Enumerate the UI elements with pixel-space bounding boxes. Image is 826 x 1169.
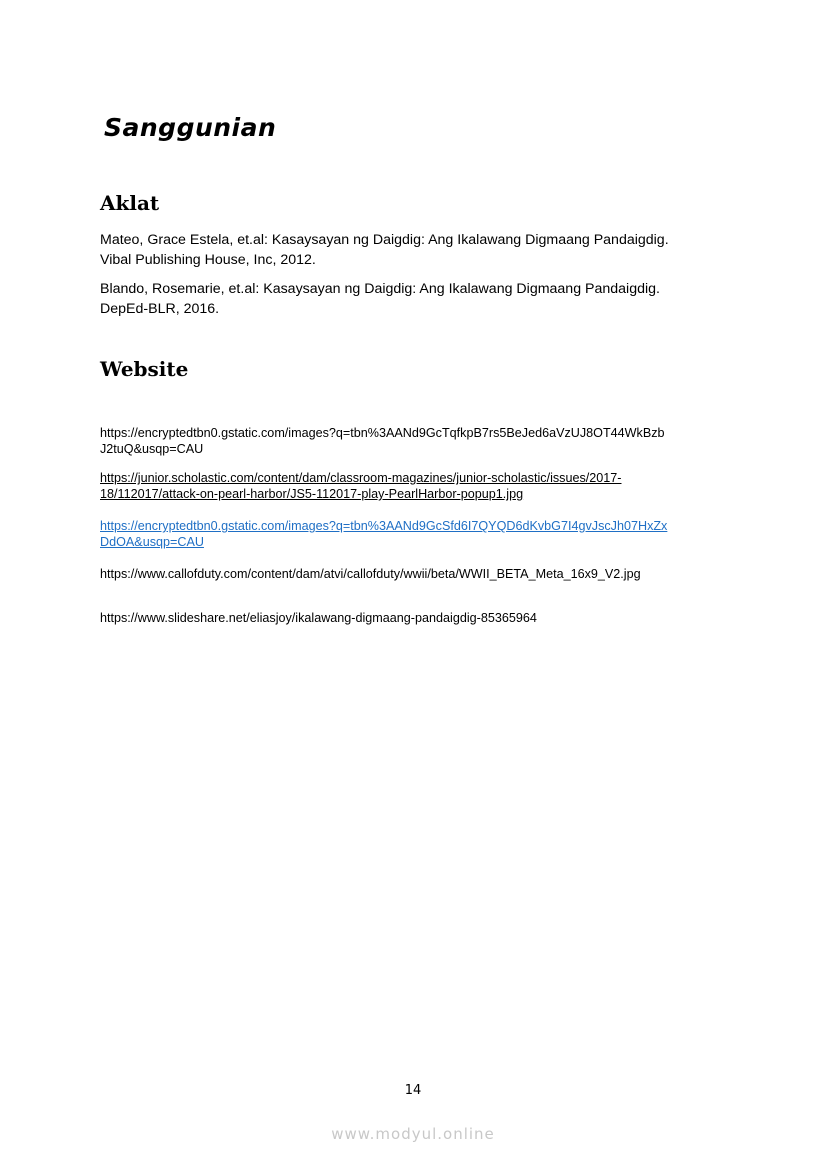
reference-line: https://www.slideshare.net/eliasjoy/ikalawang-digmaang-pandaigdig-85365964 bbox=[100, 611, 537, 625]
page-title: Sanggunian bbox=[104, 113, 277, 142]
watermark: www.modyul.online bbox=[331, 1125, 495, 1143]
reference-line[interactable]: 18/112017/attack-on-pearl-harbor/JS5-112017-play-PearlHarbor-popup1.jpg bbox=[100, 487, 524, 501]
website-reference-hyperlink[interactable] bbox=[100, 518, 740, 550]
website-reference-item bbox=[100, 425, 740, 457]
section-heading-website: Website bbox=[100, 357, 189, 381]
page-number: 14 bbox=[404, 1083, 422, 1098]
book-reference-list bbox=[100, 230, 740, 328]
reference-line: J2tuQ&usqp=CAU bbox=[100, 442, 204, 456]
book-reference-item bbox=[100, 279, 740, 319]
reference-line[interactable]: https://junior.scholastic.com/content/dam/classroom-magazines/junior-scholastic/issues/2017- bbox=[100, 471, 622, 485]
reference-line: Mateo, Grace Estela, et.al: Kasaysayan ng Daigdig: Ang Ikalawang Digmaang Pandaigdig. bbox=[100, 232, 669, 248]
website-reference-item bbox=[100, 566, 740, 582]
reference-line: Vibal Publishing House, Inc, 2012. bbox=[100, 252, 316, 268]
book-reference-item bbox=[100, 230, 740, 270]
section-heading-aklat: Aklat bbox=[100, 191, 160, 215]
reference-line[interactable]: https://encryptedtbn0.gstatic.com/images?q=tbn%3AANd9GcSfd6I7QYQD6dKvbG7I4gvJscJh07HxZx bbox=[100, 519, 668, 533]
reference-line: Blando, Rosemarie, et.al: Kasaysayan ng Daigdig: Ang Ikalawang Digmaang Pandaigdig. bbox=[100, 281, 660, 297]
reference-line[interactable]: DdOA&usqp=CAU bbox=[100, 535, 204, 549]
website-reference-link[interactable] bbox=[100, 470, 740, 502]
reference-line: DepEd-BLR, 2016. bbox=[100, 301, 220, 317]
website-reference-item bbox=[100, 610, 740, 626]
reference-line: https://encryptedtbn0.gstatic.com/images?q=tbn%3AANd9GcTqfkpB7rs5BeJed6aVzUJ8OT44WkBzb bbox=[100, 426, 665, 440]
reference-line: https://www.callofduty.com/content/dam/atvi/callofduty/wwii/beta/WWII_BETA_Meta_16x9_V2.jpg bbox=[100, 567, 641, 581]
